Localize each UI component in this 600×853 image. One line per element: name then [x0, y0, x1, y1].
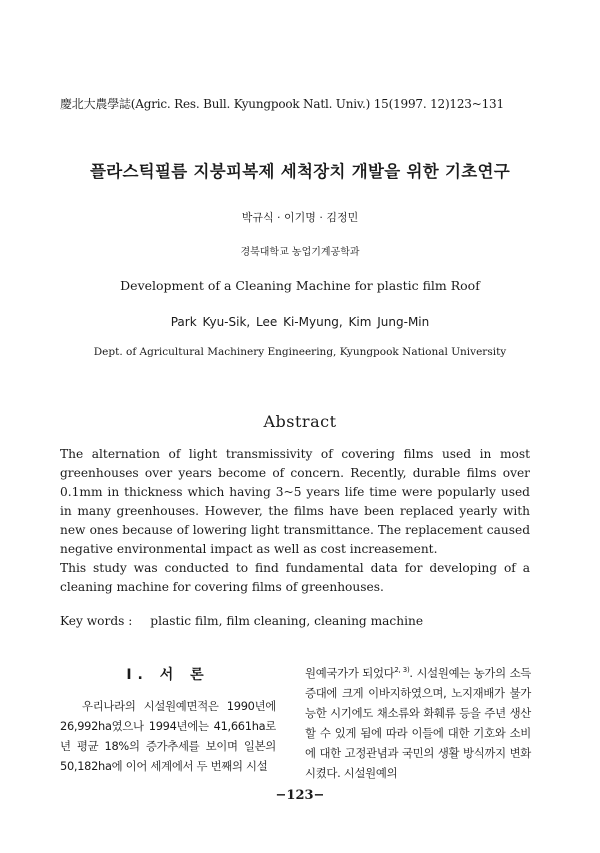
- korean-affiliation: 경북대학교 농업기계공학과: [240, 247, 360, 258]
- abstract-paragraph: This study was conducted to find fundamental data for developing of a cleaning machine for covering films of greenhouses.: [60, 561, 530, 594]
- keywords: [60, 614, 423, 628]
- introduction-left-text: 우리나라의 시설원예면적은 1990년에 26,992ha였으나 1994년에는 41,661ha로 년 평균 18%의 증가추세를 보이며 일본의 50,182ha에 이어 세계에서 두 번째의 시설: [60, 699, 276, 773]
- abstract-heading: Abstract: [263, 412, 337, 431]
- citation-ref: 2, 3): [394, 666, 410, 674]
- introduction-left-column: [60, 658, 276, 776]
- right-text-part-a: 원예국가가 되었다: [305, 665, 395, 680]
- right-text-part-b: . 시설원예는 농가의 소득증대에 크게 이바지하였으며, 노지재배가 불가능한 시기에도 채소류와 화훼류 등을 주년 생산할 수 있게 됨에 따라 이들에 대한 기호와 소비에 대한 고정관념과 국민의 생활 방식까지 변화시켰다. 시설원예의: [305, 665, 531, 780]
- english-title: Development of a Cleaning Machine for plastic film Roof: [120, 278, 480, 293]
- page-number: −123−: [275, 788, 325, 803]
- korean-authors: 박규식 · 이기명 · 김정민: [241, 211, 359, 224]
- english-authors: Park Kyu-Sik, Lee Ki-Myung, Kim Jung-Min: [170, 315, 430, 329]
- korean-title: 플라스틱필름 지붕피복제 세척장치 개발을 위한 기초연구: [90, 162, 510, 181]
- keywords-label: Key words :: [60, 614, 133, 628]
- introduction-heading: Ⅰ. 서 론: [126, 667, 210, 683]
- abstract-body: [60, 445, 530, 597]
- introduction-right-text: [305, 660, 531, 783]
- abstract-paragraph: The alternation of light transmissivity of covering films used in most greenhouses over years become of concern. Recently, durable films over 0.1mm in thickness which having 3~5 years life time were popularly used in many greenhouses. However, the films have been replaced yearly with new ones because of lowering light transmittance. The replacement caused negative environmental impact as well as cost increasement.: [60, 447, 530, 556]
- journal-header: 慶北大農學誌(Agric. Res. Bull. Kyungpook Natl. Univ.) 15(1997. 12)123~131: [60, 97, 504, 111]
- keywords-value: plastic film, film cleaning, cleaning machine: [150, 614, 424, 628]
- english-affiliation: Dept. of Agricultural Machinery Engineering, Kyungpook National University: [93, 346, 507, 358]
- introduction-right-column: [305, 660, 531, 783]
